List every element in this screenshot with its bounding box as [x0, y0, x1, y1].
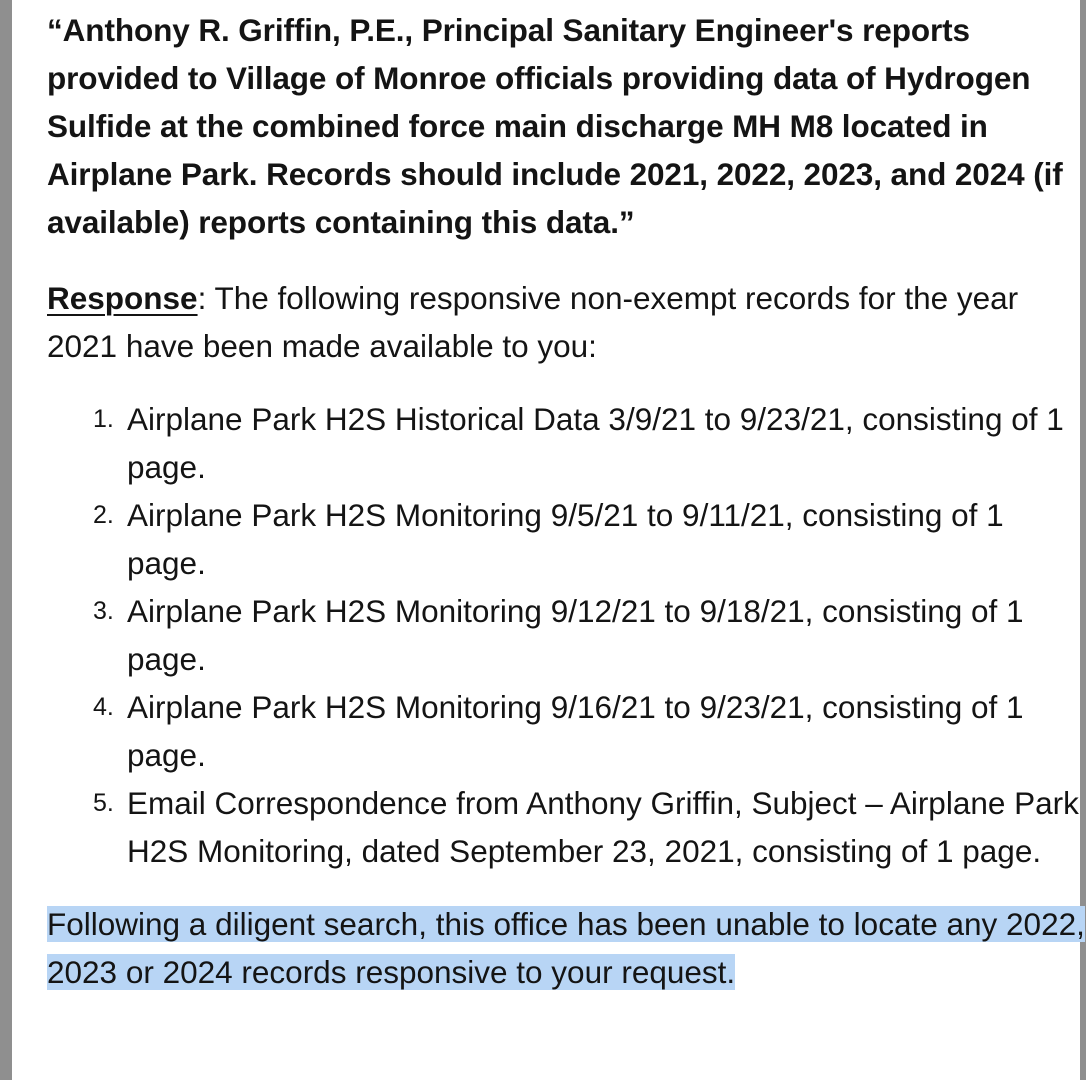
response-paragraph: [47, 274, 1086, 370]
list-item: [47, 587, 1086, 683]
list-item-text: Airplane Park H2S Monitoring 9/5/21 to 9/11/21, consisting of 1 page.: [127, 497, 1004, 581]
highlighted-text[interactable]: Following a diligent search, this office has been unable to locate any 2022, 2023 or 2024 records responsive to your request.: [47, 906, 1085, 990]
search-result-paragraph: [47, 900, 1086, 996]
records-list: [47, 395, 1086, 875]
list-item: [47, 491, 1086, 587]
list-item: [47, 683, 1086, 779]
response-separator: :: [197, 280, 215, 316]
list-item-number: 3.: [93, 597, 114, 625]
list-item-number: 1.: [93, 405, 114, 433]
response-text: The following responsive non-exempt records for the year 2021 have been made available to you:: [47, 280, 1019, 364]
list-item-number: 5.: [93, 789, 114, 817]
list-item-text: Airplane Park H2S Historical Data 3/9/21 to 9/23/21, consisting of 1 page.: [127, 401, 1064, 485]
list-item: [47, 779, 1086, 875]
request-text: “Anthony R. Griffin, P.E., Principal Sanitary Engineer's reports provided to Village of Monroe officials providing data of Hydrogen Sulfide at the combined force main discharge MH M8 located in Airplane Park. Records should include 2021, 2022, 2023, and 2024 (if available) reports containing this data.”: [47, 12, 1063, 240]
list-item-text: Airplane Park H2S Monitoring 9/16/21 to 9/23/21, consisting of 1 page.: [127, 689, 1024, 773]
response-label: Response: [47, 280, 198, 316]
list-item-number: 4.: [93, 693, 114, 721]
list-item: [47, 395, 1086, 491]
list-item-text: Email Correspondence from Anthony Griffin, Subject – Airplane Park H2S Monitoring, dated September 23, 2021, consisting of 1 page.: [127, 785, 1079, 869]
list-item-text: Airplane Park H2S Monitoring 9/12/21 to 9/18/21, consisting of 1 page.: [127, 593, 1024, 677]
document-body: [47, 6, 1086, 996]
list-item-number: 2.: [93, 501, 114, 529]
